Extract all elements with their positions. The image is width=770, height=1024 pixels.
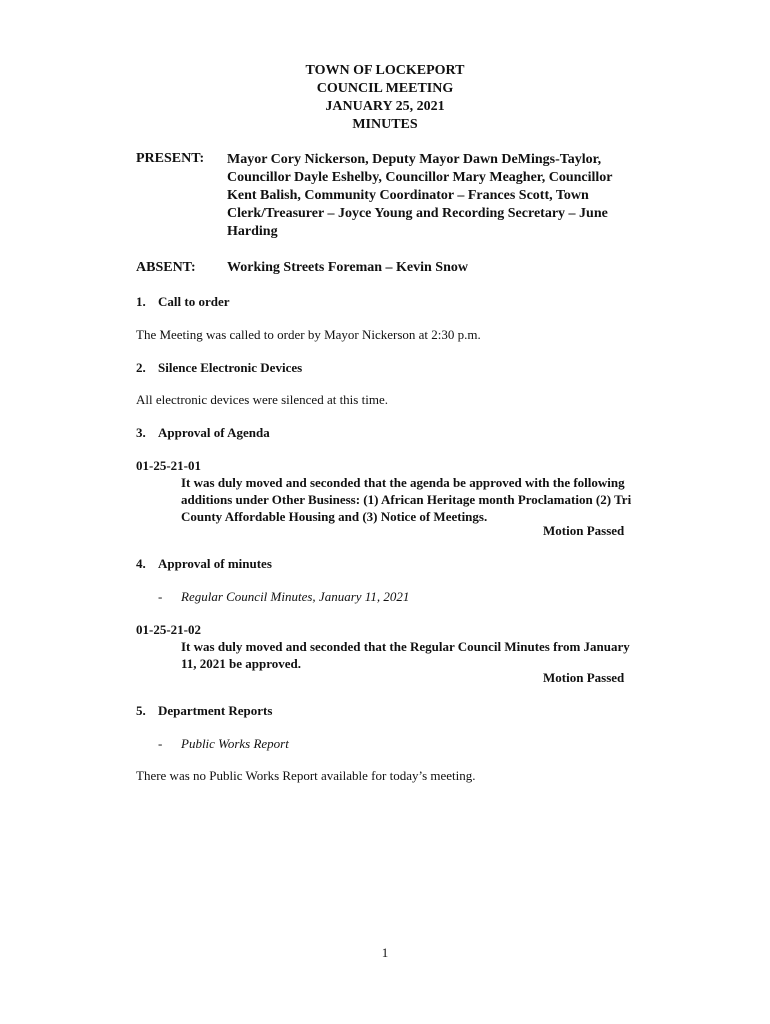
present-line: Mayor Cory Nickerson, Deputy Mayor Dawn DeMings-Taylor, [227, 152, 602, 167]
motion-line: additions under Other Business: (1) African Heritage month Proclamation (2) Tri [181, 492, 632, 507]
present-line: Kent Balish, Community Coordinator – Frances Scott, Town [227, 188, 589, 203]
absent-text: Working Streets Foreman – Kevin Snow [227, 260, 468, 275]
document-type: MINUTES [352, 117, 418, 132]
section-5-title: Department Reports [158, 703, 273, 718]
section-3-title: Approval of Agenda [158, 425, 270, 440]
section-1-number: 1. [136, 294, 146, 309]
absent-label: ABSENT: [136, 260, 196, 275]
bullet-dash: - [158, 736, 163, 751]
page-number: 1 [381, 945, 389, 960]
present-line: Councillor Dayle Eshelby, Councillor Mary Meagher, Councillor [227, 170, 613, 185]
town-name: TOWN OF LOCKEPORT [305, 63, 465, 78]
motion-id: 01-25-21-01 [136, 458, 201, 473]
bullet-item: Public Works Report [181, 736, 289, 751]
present-list [227, 151, 613, 241]
section-4-number: 4. [136, 556, 146, 571]
section-1-title: Call to order [158, 294, 230, 309]
motion-text [181, 638, 630, 672]
bullet-dash: - [158, 589, 163, 604]
section-2-title: Silence Electronic Devices [158, 360, 303, 375]
section-3-number: 3. [136, 425, 146, 440]
motion-id: 01-25-21-02 [136, 622, 201, 637]
section-5-number: 5. [136, 703, 146, 718]
meeting-type: COUNCIL MEETING [316, 81, 454, 96]
section-2-body: All electronic devices were silenced at this time. [136, 392, 388, 407]
motion-line: It was duly moved and seconded that the Regular Council Minutes from January [181, 639, 630, 654]
motion-result: Motion Passed [543, 670, 625, 685]
section-1-body: The Meeting was called to order by Mayor Nickerson at 2:30 p.m. [136, 327, 481, 342]
present-label: PRESENT: [136, 151, 205, 166]
motion-line: It was duly moved and seconded that the agenda be approved with the following [181, 475, 625, 490]
section-4-title: Approval of minutes [158, 556, 272, 571]
section-5-body: There was no Public Works Report available for today’s meeting. [136, 768, 476, 783]
present-line: Clerk/Treasurer – Joyce Young and Recording Secretary – June [227, 206, 608, 221]
meeting-date: JANUARY 25, 2021 [325, 99, 445, 114]
motion-line: County Affordable Housing and (3) Notice of Meetings. [181, 509, 488, 524]
motion-text [181, 474, 631, 525]
motion-line: 11, 2021 be approved. [181, 656, 302, 671]
section-2-number: 2. [136, 360, 146, 375]
present-line: Harding [227, 224, 278, 239]
motion-result: Motion Passed [543, 523, 625, 538]
bullet-item: Regular Council Minutes, January 11, 2021 [181, 589, 410, 604]
